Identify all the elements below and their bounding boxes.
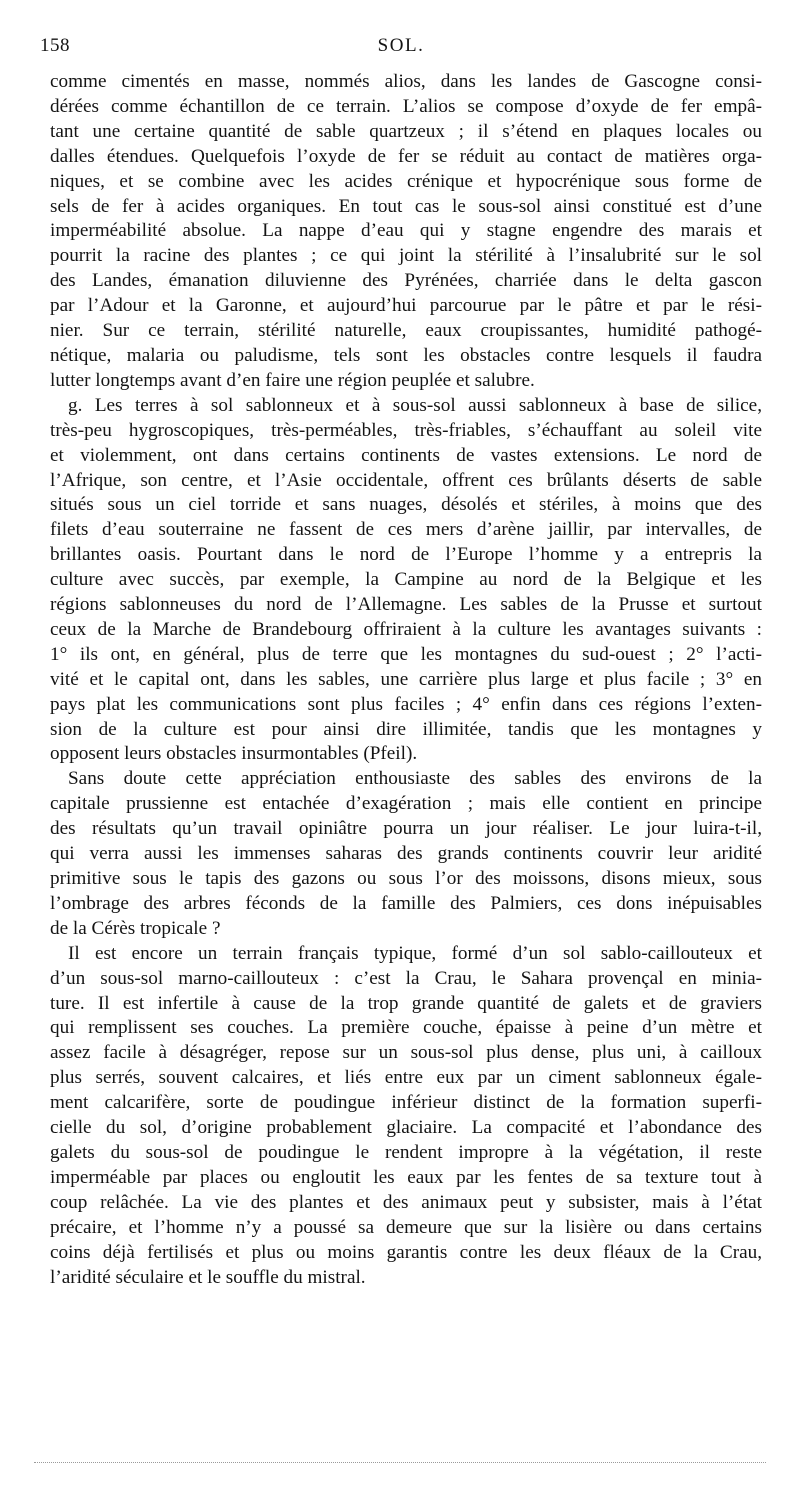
text-line: des résultats qu’un travail opiniâtre pourra un jour réaliser. Le jour luira-t-il,: [50, 818, 762, 840]
text-line: des Landes, émanation diluvienne des Pyrénées, charriée dans le delta gascon: [50, 270, 762, 292]
body-text: [50, 70, 762, 1290]
text-line: d’un sous-sol marno-caillouteux : c’est la Crau, le Sahara provençal en minia-: [50, 967, 762, 989]
text-line: précaire, et l’homme n’y a poussé sa demeure que sur la lisière ou dans certains: [50, 1216, 762, 1238]
text-line: imperméabilité absolue. La nappe d’eau qui y stagne engendre des marais et: [50, 220, 762, 242]
text-line: qui verra aussi les immenses saharas des grands continents couvrir leur aridité: [50, 843, 762, 865]
text-line: nétique, malaria ou paludisme, tels sont les obstacles contre lesquels il faudra: [50, 344, 762, 366]
text-line: galets du sous-sol de poudingue le rendent impropre à la végétation, il reste: [50, 1141, 762, 1163]
text-line: ture. Il est infertile à cause de la trop grande quantité de galets et de graviers: [50, 992, 762, 1014]
text-line: ment calcarifère, sorte de poudingue inférieur distinct de la formation superfi-: [50, 1092, 762, 1114]
paragraph-last-line: de la Cérès tropicale ?: [50, 917, 221, 939]
text-line: qui remplissent ses couches. La première couche, épaisse à peine d’un mètre et: [50, 1017, 762, 1039]
text-line: plus serrés, souvent calcaires, et liés entre eux par un ciment sablonneux égale-: [50, 1067, 762, 1089]
text-line: filets d’eau souterraine ne fassent de ces mers d’arène jaillir, par intervalles, de: [50, 519, 762, 541]
text-line: cielle du sol, d’origine probablement glaciaire. La compacité et l’abondance des: [50, 1117, 762, 1139]
text-line: culture avec succès, par exemple, la Campine au nord de la Belgique et les: [50, 569, 762, 591]
text-line: nier. Sur ce terrain, stérilité naturelle, eaux croupissantes, humidité pathogé-: [50, 320, 762, 342]
text-line: coins déjà fertilisés et plus ou moins garantis contre les deux fléaux de la Crau,: [50, 1241, 762, 1263]
text-line: assez facile à désagréger, repose sur un sous-sol plus dense, plus uni, à cailloux: [50, 1042, 762, 1064]
page-number: 158: [40, 35, 70, 56]
running-head: SOL.: [377, 35, 425, 56]
text-line: sels de fer à acides organiques. En tout cas le sous-sol ainsi constitué est d’une: [50, 195, 762, 217]
text-line: l’ombrage des arbres féconds de la famille des Palmiers, ces dons inépuisables: [50, 892, 762, 914]
text-line: comme cimentés en masse, nommés alios, dans les landes de Gascogne consi-: [50, 71, 762, 92]
text-line: par l’Adour et la Garonne, et aujourd’hui parcourue par le pâtre et par le rési-: [50, 295, 762, 317]
text-line: pays plat les communications sont plus faciles ; 4° enfin dans ces régions l’exten-: [50, 693, 762, 715]
text-line: vité et le capital ont, dans les sables, une carrière plus large et plus facile ; 3° en: [50, 668, 762, 690]
text-line: très-peu hygroscopiques, très-perméables, très-friables, s’échauffant au soleil vite: [50, 419, 762, 441]
text-line: situés sous un ciel torride et sans nuages, désolés et stériles, à moins que des: [50, 494, 762, 516]
paragraph-last-line: lutter longtemps avant d’en faire une région peuplée et salubre.: [50, 369, 535, 391]
paragraph-last-line: l’aridité séculaire et le souffle du mistral.: [50, 1266, 366, 1288]
paragraph-first-line: Sans doute cette appréciation enthousiaste des sables des environs de la: [68, 768, 762, 790]
text-line: pourrit la racine des plantes ; ce qui joint la stérilité à l’insalubrité sur le sol: [50, 245, 762, 267]
text-line: capitale prussienne est entachée d’exagération ; mais elle contient en principe: [50, 793, 762, 815]
text-line: régions sablonneuses du nord de l’Allemagne. Les sables de la Prusse et surtout: [50, 594, 762, 616]
text-line: et violemment, ont dans certains continents de vastes extensions. Le nord de: [50, 444, 762, 466]
paragraph-last-line: opposent leurs obstacles insurmontables (Pfeil).: [50, 743, 418, 765]
paragraph-first-line: Il est encore un terrain français typique, formé d’un sol sablo-caillouteux et: [68, 942, 762, 964]
text-line: primitive sous le tapis des gazons ou sous l’or des moissons, disons mieux, sous: [50, 868, 762, 889]
text-line: imperméable par places ou engloutit les eaux par les fentes de sa texture tout à: [50, 1166, 762, 1188]
text-line: ceux de la Marche de Brandebourg offriraient à la culture les avantages suivants :: [50, 618, 762, 640]
text-line: 1° ils ont, en général, plus de terre que les montagnes du sud-ouest ; 2° l’acti-: [50, 643, 762, 665]
text-line: dérées comme échantillon de ce terrain. L’alios se compose d’oxyde de fer empâ-: [50, 95, 762, 117]
text-line: brillantes oasis. Pourtant dans le nord de l’Europe l’homme y a entrepris la: [50, 544, 762, 566]
text-line: coup relâchée. La vie des plantes et des animaux peut y subsister, mais à l’état: [50, 1191, 762, 1213]
paragraph-first-line: g. Les terres à sol sablonneux et à sous-sol aussi sablonneux à base de silice,: [68, 394, 762, 416]
text-line: tant une certaine quantité de sable quartzeux ; il s’étend en plaques locales ou: [50, 120, 762, 142]
text-line: dalles étendues. Quelquefois l’oxyde de fer se réduit au contact de matières orga-: [50, 145, 762, 167]
text-line: sion de la culture est pour ainsi dire illimitée, tandis que les montagnes y: [50, 718, 762, 740]
text-line: l’Afrique, son centre, et l’Asie occidentale, offrent ces brûlants déserts de sable: [50, 469, 762, 491]
page-header: [40, 30, 762, 62]
text-line: niques, et se combine avec les acides crénique et hypocrénique sous forme de: [50, 170, 762, 192]
footer-divider: [34, 1462, 766, 1463]
